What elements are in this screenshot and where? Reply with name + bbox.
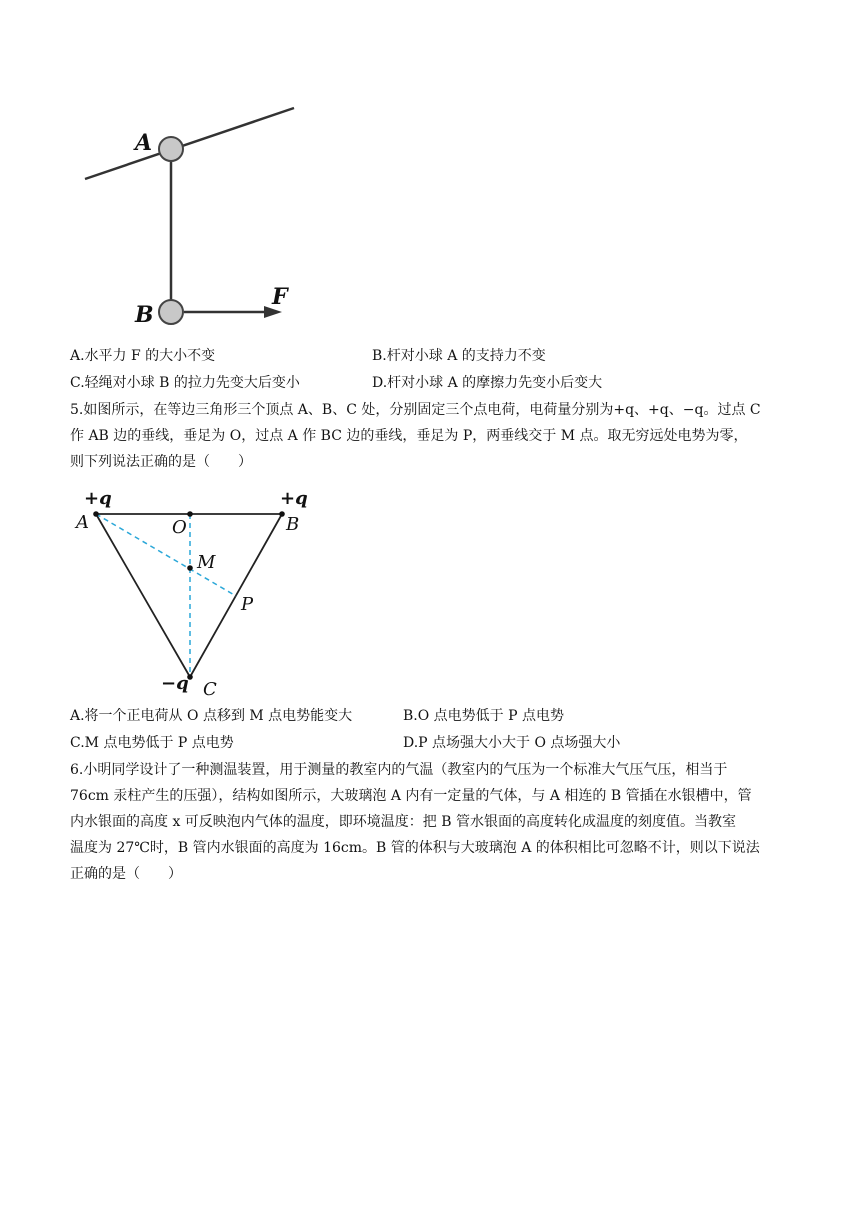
q5-stem-line-1: 5.如图所示，在等边三角形三个顶点 A、B、C 处，分别固定三个点电荷，电荷量分别为+q、+q、−q。过点 C xyxy=(70,402,761,418)
charge-a: +q xyxy=(84,488,112,509)
q6-line-4: 温度为 27℃时，B 管内水银面的高度为 16cm。B 管的体积与大玻璃泡 A 的体积相比可忽略不计，则以下说法 xyxy=(70,840,760,856)
q4-option-c: C.轻绳对小球 B 的拉力先变大后变小 xyxy=(70,375,300,391)
label-a: A xyxy=(135,130,153,156)
q5-option-a: A.将一个正电荷从 O 点移到 M 点电势能变大 xyxy=(70,708,353,724)
charge-b: +q xyxy=(280,488,308,509)
ball-a xyxy=(159,137,183,161)
q6-line-3: 内水银面的高度 x 可反映泡内气体的温度，即环境温度：把 B 管水银面的高度转化成温度的刻度值。当教室 xyxy=(70,814,736,830)
charge-c: −q xyxy=(161,673,189,694)
q4-option-a: A.水平力 F 的大小不变 xyxy=(70,348,216,364)
triangle-abc xyxy=(96,514,282,677)
point-b xyxy=(279,511,285,517)
rod-ball-figure xyxy=(60,90,320,340)
label-p: P xyxy=(241,594,254,615)
label-b: B xyxy=(135,302,154,328)
point-a xyxy=(93,511,99,517)
q5-stem-line-2: 作 AB 边的垂线，垂足为 O，过点 A 作 BC 边的垂线，垂足为 P，两垂线交于 M 点。取无穷远处电势为零， xyxy=(70,428,748,444)
label-f: F xyxy=(272,284,288,310)
label-o: O xyxy=(172,517,187,538)
q5-stem-line-3: 则下列说法正确的是（ ） xyxy=(70,454,252,470)
q5-option-c: C.M 点电势低于 P 点电势 xyxy=(70,735,234,751)
label-b: B xyxy=(286,514,300,535)
q6-line-1: 6.小明同学设计了一种测温装置，用于测量的教室内的气温（教室内的气压为一个标准大气压气压，相当于 xyxy=(70,762,728,778)
q6-line-2: 76cm 汞柱产生的压强），结构如图所示，大玻璃泡 A 内有一定量的气体，与 A 相连的 B 管插在水银槽中，管 xyxy=(70,788,752,804)
point-m xyxy=(187,565,193,571)
triangle-charges-figure xyxy=(60,484,330,704)
q6-line-5: 正确的是（ ） xyxy=(70,866,182,882)
q5-option-b: B.O 点电势低于 P 点电势 xyxy=(403,708,564,724)
label-m: M xyxy=(197,552,216,573)
label-c: C xyxy=(203,679,217,700)
q5-option-d: D.P 点场强大小大于 O 点场强大小 xyxy=(403,735,621,751)
label-a: A xyxy=(76,512,89,533)
q4-option-d: D.杆对小球 A 的摩擦力先变小后变大 xyxy=(372,375,603,391)
inclined-rod xyxy=(85,108,294,179)
ball-b xyxy=(159,300,183,324)
q4-option-b: B.杆对小球 A 的支持力不变 xyxy=(372,348,546,364)
point-o xyxy=(187,511,193,517)
